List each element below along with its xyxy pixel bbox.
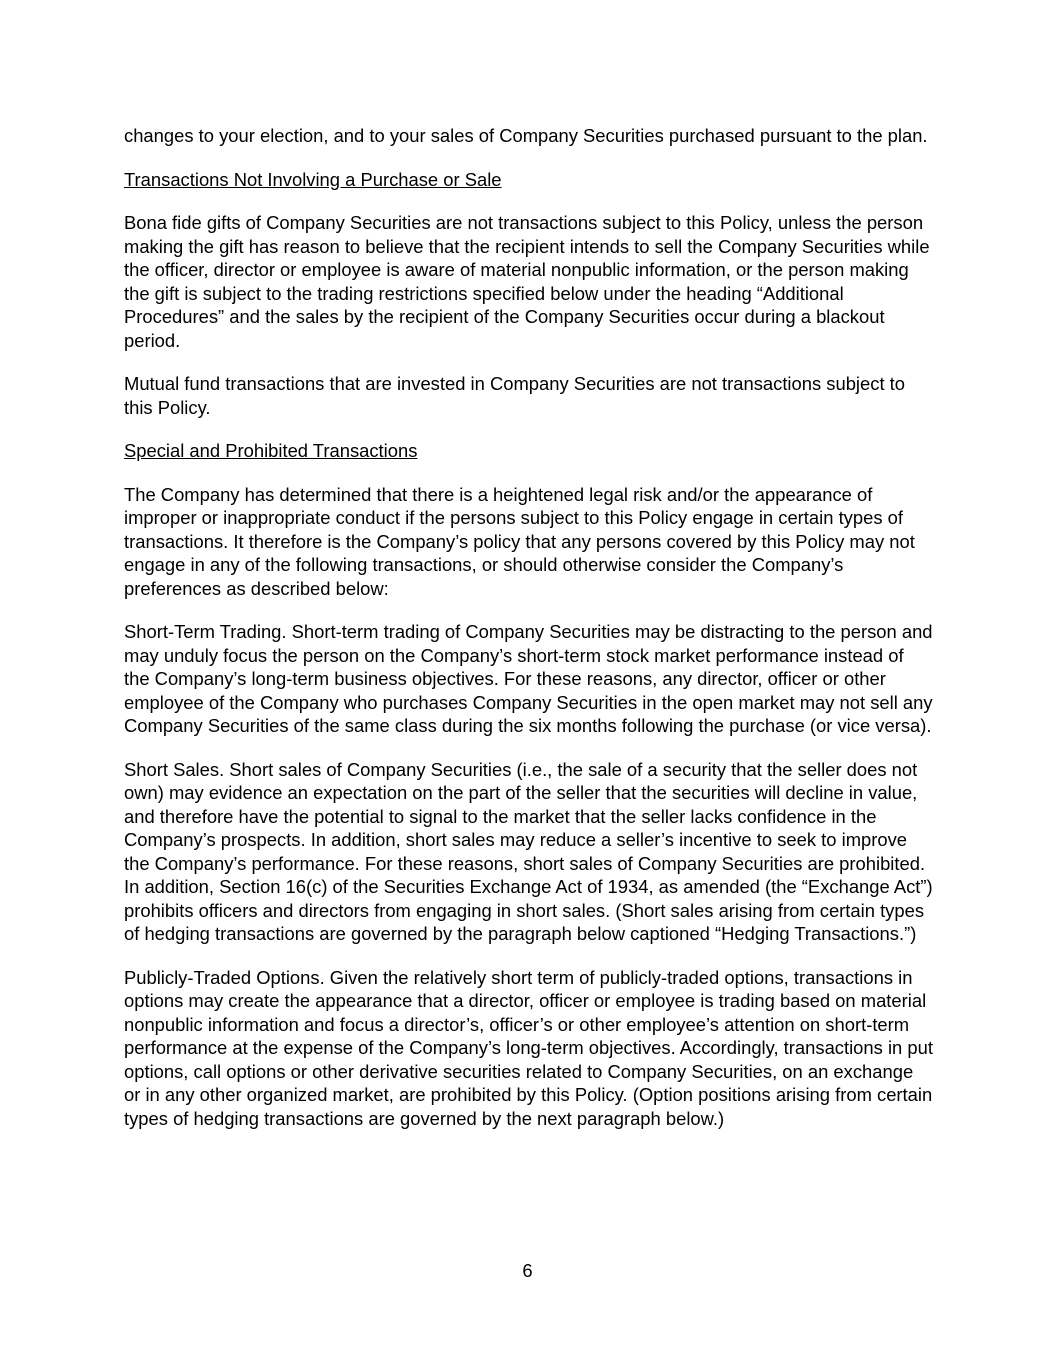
page-number: 6: [522, 1260, 533, 1281]
paragraph-publicly-traded-options: Publicly-Traded Options. Given the relatively short term of publicly-traded options, transactions in options may create the appearance that a director, officer or employee is trading based on material nonpublic information and focus a director’s, officer’s or other employee’s attention on short-term performance at the expense of the Company’s long-term objectives. Accordingly, transactions in put options, call options or other derivative securities related to Company Securities, on an exchange or in any other organized market, are prohibited by this Policy. (Option positions arising from certain types of hedging transactions are governed by the next paragraph below.): [124, 966, 933, 1129]
paragraph-short-term-trading: Short-Term Trading. Short-term trading of Company Securities may be distracting to the person and may unduly focus the person on the Company’s short-term stock market performance instead of the Company’s long-term business objectives. For these reasons, any director, officer or other employee of the Company who purchases Company Securities in the open market may not sell any Company Securities of the same class during the six months following the purchase (or vice versa).: [124, 621, 933, 736]
heading-special-and-prohibited-transactions: Special and Prohibited Transactions: [124, 440, 418, 461]
heading-transactions-not-involving-purchase-or-sale: Transactions Not Involving a Purchase or Sale: [124, 168, 502, 190]
paragraph-heightened-legal-risk: The Company has determined that there is a heightened legal risk and/or the appearance of improper or inappropriate conduct if the persons subject to this Policy engage in certain types of transactions. It therefore is the Company’s policy that any persons covered by this Policy may not engage in any of the following transactions, or should otherwise consider the Company’s preferences as described below:: [124, 483, 915, 599]
paragraph-mutual-fund-transactions: Mutual fund transactions that are invested in Company Securities are not transactions subject to this Policy.: [124, 373, 906, 418]
paragraph-bona-fide-gifts: Bona fide gifts of Company Securities are not transactions subject to this Policy, unless the person making the gift has reason to believe that the recipient intends to sell the Company Securities while the officer, director or employee is aware of material nonpublic information, or the person making the gift is subject to the trading restrictions specified below under the heading “Additional Procedures” and the sales by the recipient of the Company Securities occur during a blackout period.: [124, 212, 930, 351]
document-body: [124, 124, 934, 1150]
paragraph-plan-continuation: changes to your election, and to your sales of Company Securities purchased pursuant to the plan.: [124, 125, 928, 146]
paragraph-short-sales: Short Sales. Short sales of Company Securities (i.e., the sale of a security that the seller does not own) may evidence an expectation on the part of the seller that the securities will decline in value, and therefore have the potential to signal to the market that the seller lacks confidence in the Company’s prospects. In addition, short sales may reduce a seller’s incentive to seek to improve the Company’s performance. For these reasons, short sales of Company Securities are prohibited. In addition, Section 16(c) of the Securities Exchange Act of 1934, as amended (the “Exchange Act”) prohibits officers and directors from engaging in short sales. (Short sales arising from certain types of hedging transactions are governed by the paragraph below captioned “Hedging Transactions.”): [124, 758, 933, 944]
